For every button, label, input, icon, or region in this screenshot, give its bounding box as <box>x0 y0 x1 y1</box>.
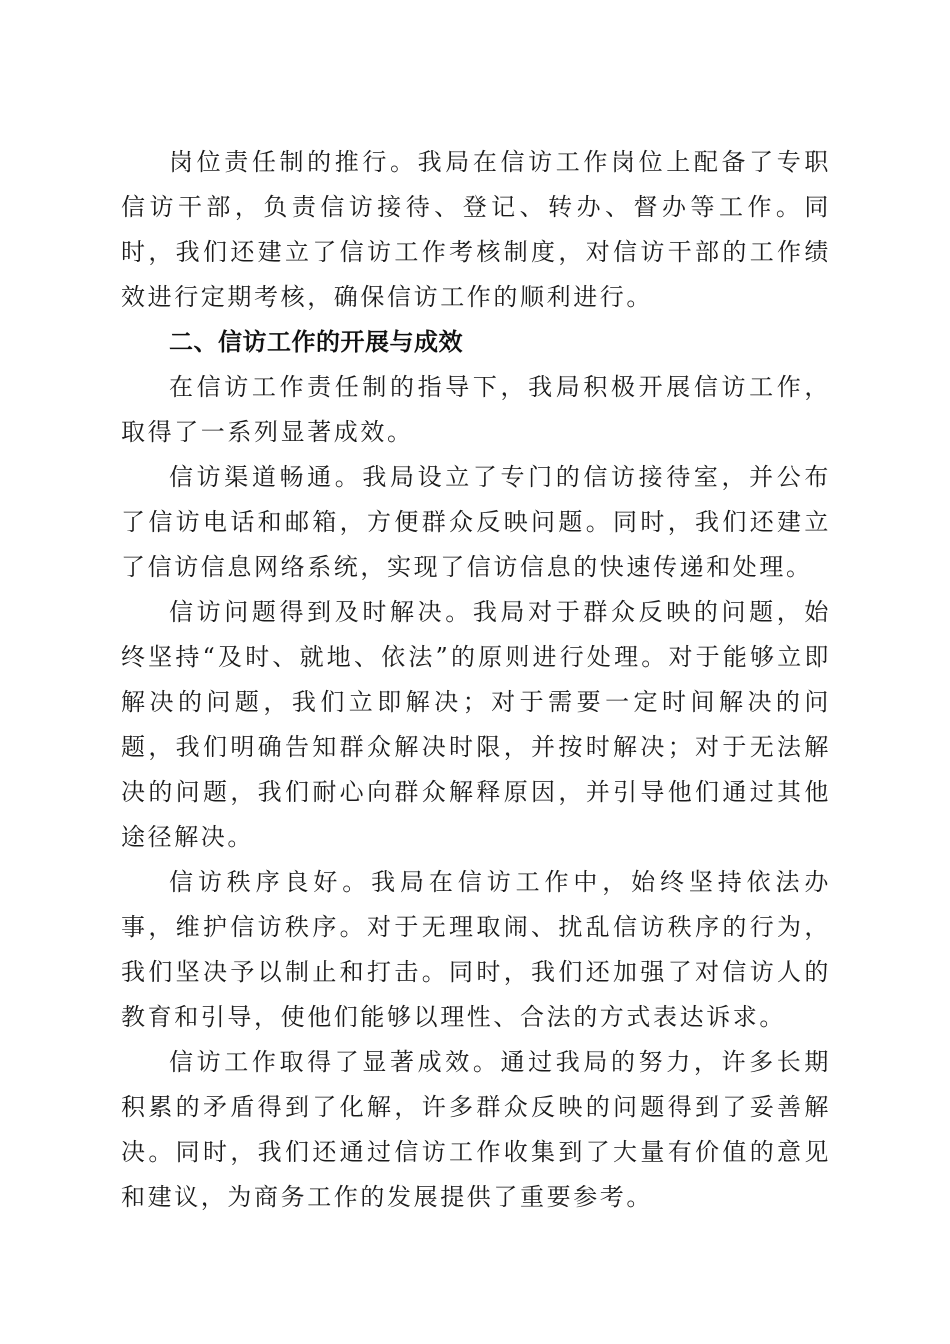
paragraph-post-responsibility: 岗位责任制的推行。我局在信访工作岗位上配备了专职信访干部，负责信访接待、登记、转办、督办等工作。同时，我们还建立了信访工作考核制度，对信访干部的工作绩效进行定期考核，确保信访工作的顺利进行。 <box>121 148 831 311</box>
paragraph-order: 信访秩序良好。我局在信访工作中，始终坚持依法办事，维护信访秩序。对于无理取闹、扰乱信访秩序的行为，我们坚决予以制止和打击。同时，我们还加强了对信访人的教育和引导，使他们能够以理性、合法的方式表达诉求。 <box>121 868 831 1031</box>
section-heading-2: 二、信访工作的开展与成效 <box>169 328 463 356</box>
paragraph-section-intro: 在信访工作责任制的指导下，我局积极开展信访工作，取得了一系列显著成效。 <box>121 373 831 446</box>
paragraph-timely-resolution: 信访问题得到及时解决。我局对于群众反映的问题，始终坚持“及时、就地、依法”的原则进行处理。对于能够立即解决的问题，我们立即解决；对于需要一定时间解决的问题，我们明确告知群众解决时限，并按时解决；对于无法解决的问题，我们耐心向群众解释原因，并引导他们通过其他途径解决。 <box>121 598 831 851</box>
paragraph-results: 信访工作取得了显著成效。通过我局的努力，许多长期积累的矛盾得到了化解，许多群众反映的问题得到了妥善解决。同时，我们还通过信访工作收集到了大量有价值的意见和建议，为商务工作的发展提供了重要参考。 <box>121 1048 831 1211</box>
paragraph-channels: 信访渠道畅通。我局设立了专门的信访接待室，并公布了信访电话和邮箱，方便群众反映问题。同时，我们还建立了信访信息网络系统，实现了信访信息的快速传递和处理。 <box>121 463 831 581</box>
document-body <box>121 140 831 1220</box>
